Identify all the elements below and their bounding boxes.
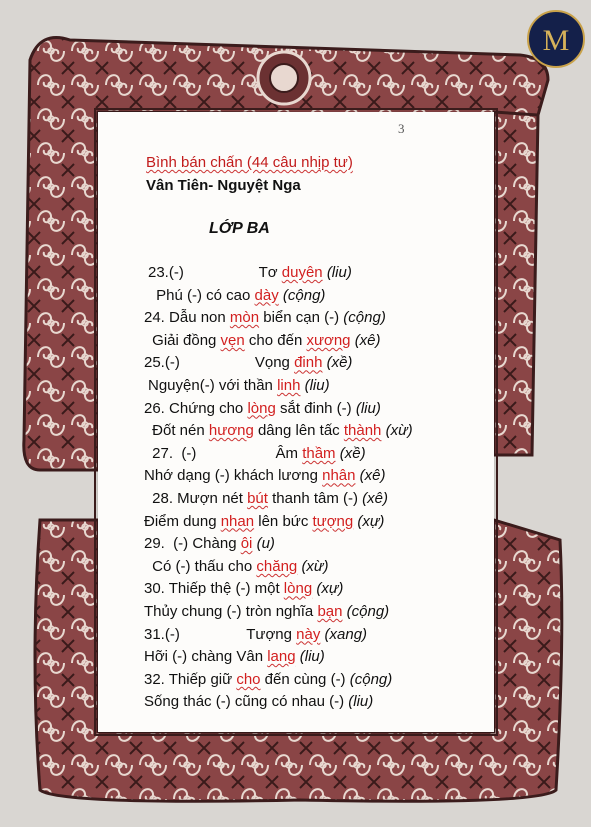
lyric-line <box>148 332 381 350</box>
lyric-i: (xự) <box>316 580 344 598</box>
lyric-r: này <box>296 625 321 643</box>
lyric-a: 26. Chứng cho <box>144 399 248 417</box>
lyric-gap <box>196 445 275 462</box>
lyric-i: (cộng) <box>349 670 393 688</box>
lyric-i: (liu) <box>355 399 381 417</box>
lyric-r: thầm <box>302 444 336 462</box>
lyric-line <box>144 693 373 711</box>
lyric-r: nhan <box>220 512 255 530</box>
lyric-a: Có (-) thấu cho <box>148 557 257 575</box>
lyric-b: Vọng <box>254 354 295 372</box>
lyric-line <box>144 513 384 531</box>
lyric-line <box>148 422 413 440</box>
lyric-a: 24. Dẫu non <box>144 309 230 327</box>
lyric-i: (liu) <box>326 264 352 281</box>
lyric-line <box>144 648 325 666</box>
lyric-line <box>144 626 367 644</box>
lyric-line <box>148 558 328 576</box>
lyric-i: (liu) <box>299 648 325 666</box>
lyric-a: Điểm dung <box>144 512 221 530</box>
lyric-a: Thủy chung (-) tròn nghĩa <box>144 603 318 620</box>
lyric-i: (cộng) <box>343 309 386 327</box>
lyric-r: đinh <box>294 354 323 372</box>
lyric-c: sắt đinh (-) <box>275 399 356 417</box>
lyric-i: (u) <box>256 535 275 553</box>
lyric-a: Nguyện(-) với thần <box>148 377 278 394</box>
lyric-i: (xê) <box>354 331 381 349</box>
logo-letter: M <box>542 24 570 57</box>
lyric-i: (xê) <box>362 490 388 507</box>
lyric-r: bạn <box>317 603 343 620</box>
lyric-a: Hỡi (-) chàng Vân <box>144 648 268 666</box>
lyric-i: (xự) <box>357 512 385 530</box>
lyric-line <box>144 309 386 327</box>
lyric-a: 25.(-) <box>144 354 180 372</box>
lyric-r: dày <box>254 286 279 304</box>
lyric-r: hương <box>208 422 254 440</box>
lyric-c: biển cạn (-) <box>259 309 344 327</box>
lyric-a: 23.(-) <box>148 264 184 281</box>
lyric-i: (cộng) <box>282 286 326 304</box>
lyric-b: Tơ <box>258 264 282 281</box>
lyric-i: (xề) <box>326 354 353 372</box>
lyric-a: 30. Thiếp thệ (-) một <box>144 580 284 598</box>
lyric-c: thanh tâm (-) <box>267 490 363 507</box>
lyric-line <box>144 535 275 553</box>
document-subtitle: Vân Tiên- Nguyệt Nga <box>146 177 301 194</box>
lyric-r: duyên <box>281 264 323 281</box>
lyric-r: bút <box>247 490 268 507</box>
monogram-logo <box>527 10 585 68</box>
lyric-c: dâng lên tấc <box>253 422 344 440</box>
lyric-a: 29. (-) Chàng <box>144 535 241 553</box>
lyric-line <box>144 354 352 372</box>
lyric-a: Nhớ dạng (-) khách lương <box>144 467 323 485</box>
lyric-i: (xừ) <box>301 557 329 575</box>
lyric-a: Đốt nén <box>148 422 209 440</box>
lyric-r2: thành <box>343 422 382 440</box>
lyric-a: 32. Thiếp giữ <box>144 670 237 688</box>
lyric-gap <box>180 626 246 643</box>
lyric-r: nhân <box>322 467 356 485</box>
lyric-b: Âm <box>275 444 303 462</box>
lyric-c: lên bức <box>254 512 313 530</box>
lyric-line <box>144 603 389 621</box>
lyric-r: ôi <box>240 535 253 553</box>
lyric-a: 31.(-) <box>144 625 180 643</box>
lyric-i: (cộng) <box>346 603 390 620</box>
lyric-b: Tượng <box>246 625 297 643</box>
lyric-i: (xê) <box>359 467 386 485</box>
lyric-r: chăng <box>256 557 298 575</box>
page-number: 3 <box>398 121 405 136</box>
lyric-i: (xang) <box>324 625 368 643</box>
lyric-line <box>144 467 386 485</box>
lyric-line <box>144 580 343 598</box>
lyric-a: Sống thác (-) cũng có nhau (-) <box>144 693 349 711</box>
section-heading: LỚP BA <box>209 220 270 237</box>
lyric-i: (xề) <box>339 444 366 462</box>
lyric-line <box>144 400 381 418</box>
lyric-r: lòng <box>283 580 313 598</box>
lyric-r: lang <box>267 648 296 666</box>
lyric-r: linh <box>277 377 301 394</box>
lyric-r: lòng <box>247 399 276 417</box>
lyric-c: đến cùng (-) <box>260 670 350 688</box>
lyric-r: mòn <box>229 309 260 327</box>
lyric-a: 28. Mượn nét <box>148 490 248 507</box>
lyric-r2: xương <box>306 331 351 349</box>
lyric-line <box>144 671 392 689</box>
lyric-i: (liu) <box>348 693 374 711</box>
lyric-r2: tượng <box>312 512 354 530</box>
lyric-a: 27. (-) <box>148 444 197 462</box>
lyric-r: vẹn <box>220 331 245 349</box>
lyric-r: cho <box>236 670 261 688</box>
lyric-gap <box>184 264 259 281</box>
lyric-line <box>152 287 325 305</box>
lyric-line <box>148 490 388 508</box>
lyric-line <box>148 445 366 463</box>
lyric-line <box>148 377 330 395</box>
lyric-a: Giải đồng <box>148 331 221 349</box>
lyric-i: (xừ) <box>385 422 413 440</box>
lyric-a: Phú (-) có cao <box>152 286 255 304</box>
document-title: Bình bán chấn (44 câu nhịp tư) <box>146 154 353 171</box>
lyric-line <box>148 264 352 282</box>
lyric-gap <box>180 354 255 371</box>
lyric-i: (liu) <box>304 377 330 394</box>
lyric-c: cho đến <box>244 331 307 349</box>
